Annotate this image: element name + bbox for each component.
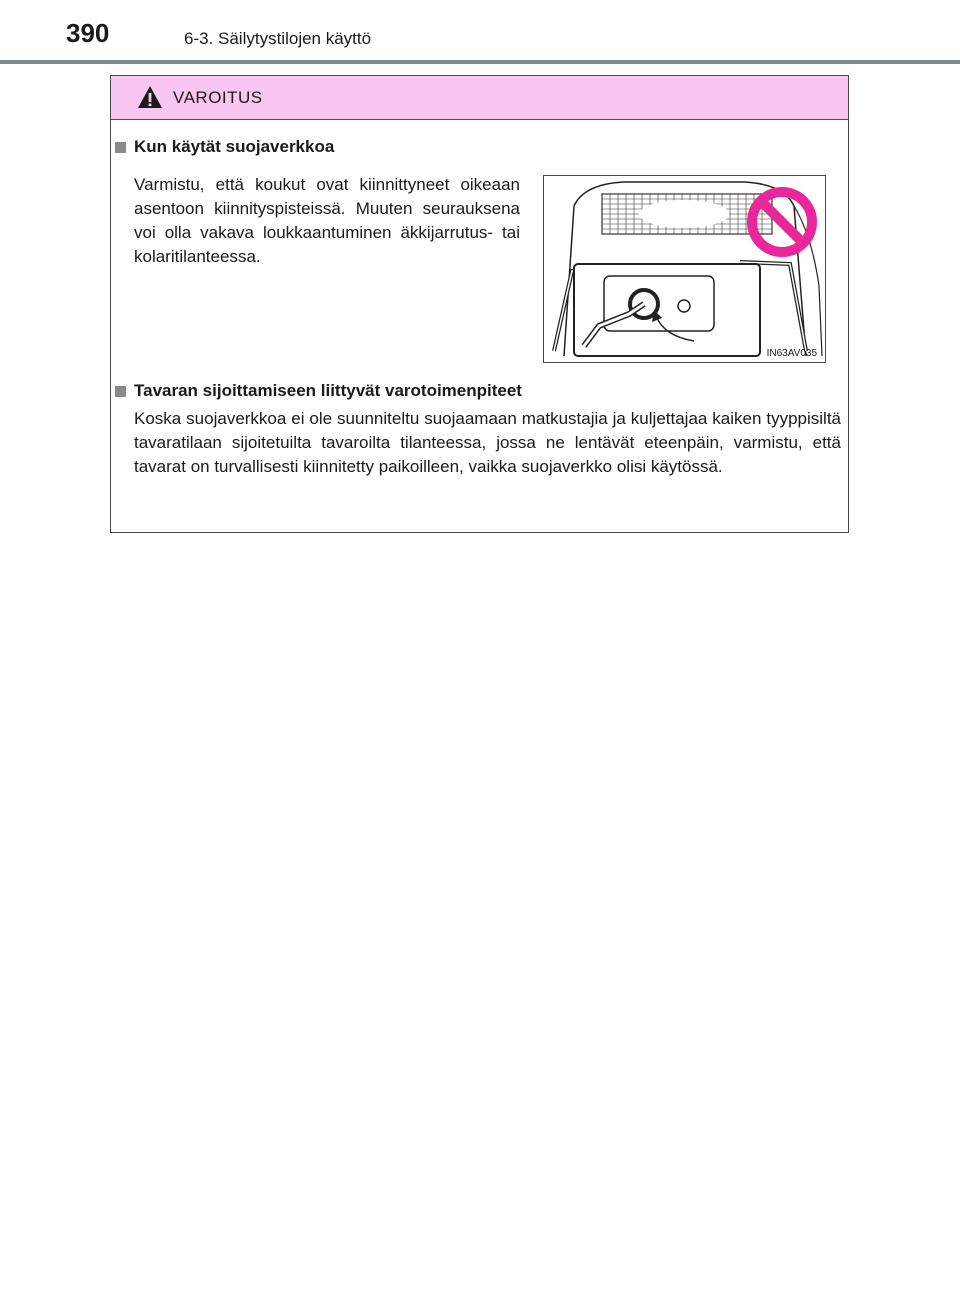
- warning-box: [110, 75, 849, 533]
- figure-code: IN63AV035: [766, 348, 817, 359]
- bullet-heading-net: [115, 137, 334, 157]
- bullet-square-icon: [115, 386, 126, 397]
- paragraph-hooks: Varmistu, että koukut ovat kiinnittyneet oikeaan asentoon kiinnityspisteissä. Muuten seurauksena voi olla vakava loukkaantuminen äkkijarrutus- tai kolaritilanteessa.: [134, 175, 520, 266]
- warning-header: [111, 76, 848, 120]
- illustration-cargo-net-hook: [543, 175, 826, 363]
- bullet-heading-text: Kun käytät suojaverkkoa: [134, 137, 335, 156]
- page-number: 390: [66, 18, 110, 48]
- bullet-square-icon: [115, 142, 126, 153]
- warning-triangle-icon: [137, 85, 163, 109]
- bullet-heading-cargo: [115, 381, 522, 401]
- bullet-heading-text: Tavaran sijoittamiseen liittyvät varotoimenpiteet: [134, 381, 522, 400]
- header-divider: [0, 60, 960, 64]
- paragraph-cargo: Koska suojaverkkoa ei ole suunniteltu suojaamaan matkustajia ja kuljettajaa kaiken tyyppisiltä tavaratilaan sijoitetuilta tavaroilta tilanteessa, jossa ne lentävät eteenpäin, varmistu, että tavarat on turvallisesti kiinnitetty paikoilleen, vaikka suojaverkko olisi käytössä.: [134, 409, 841, 476]
- warning-title: VAROITUS: [173, 88, 263, 107]
- section-title: 6-3. Säilytystilojen käyttö: [184, 29, 372, 48]
